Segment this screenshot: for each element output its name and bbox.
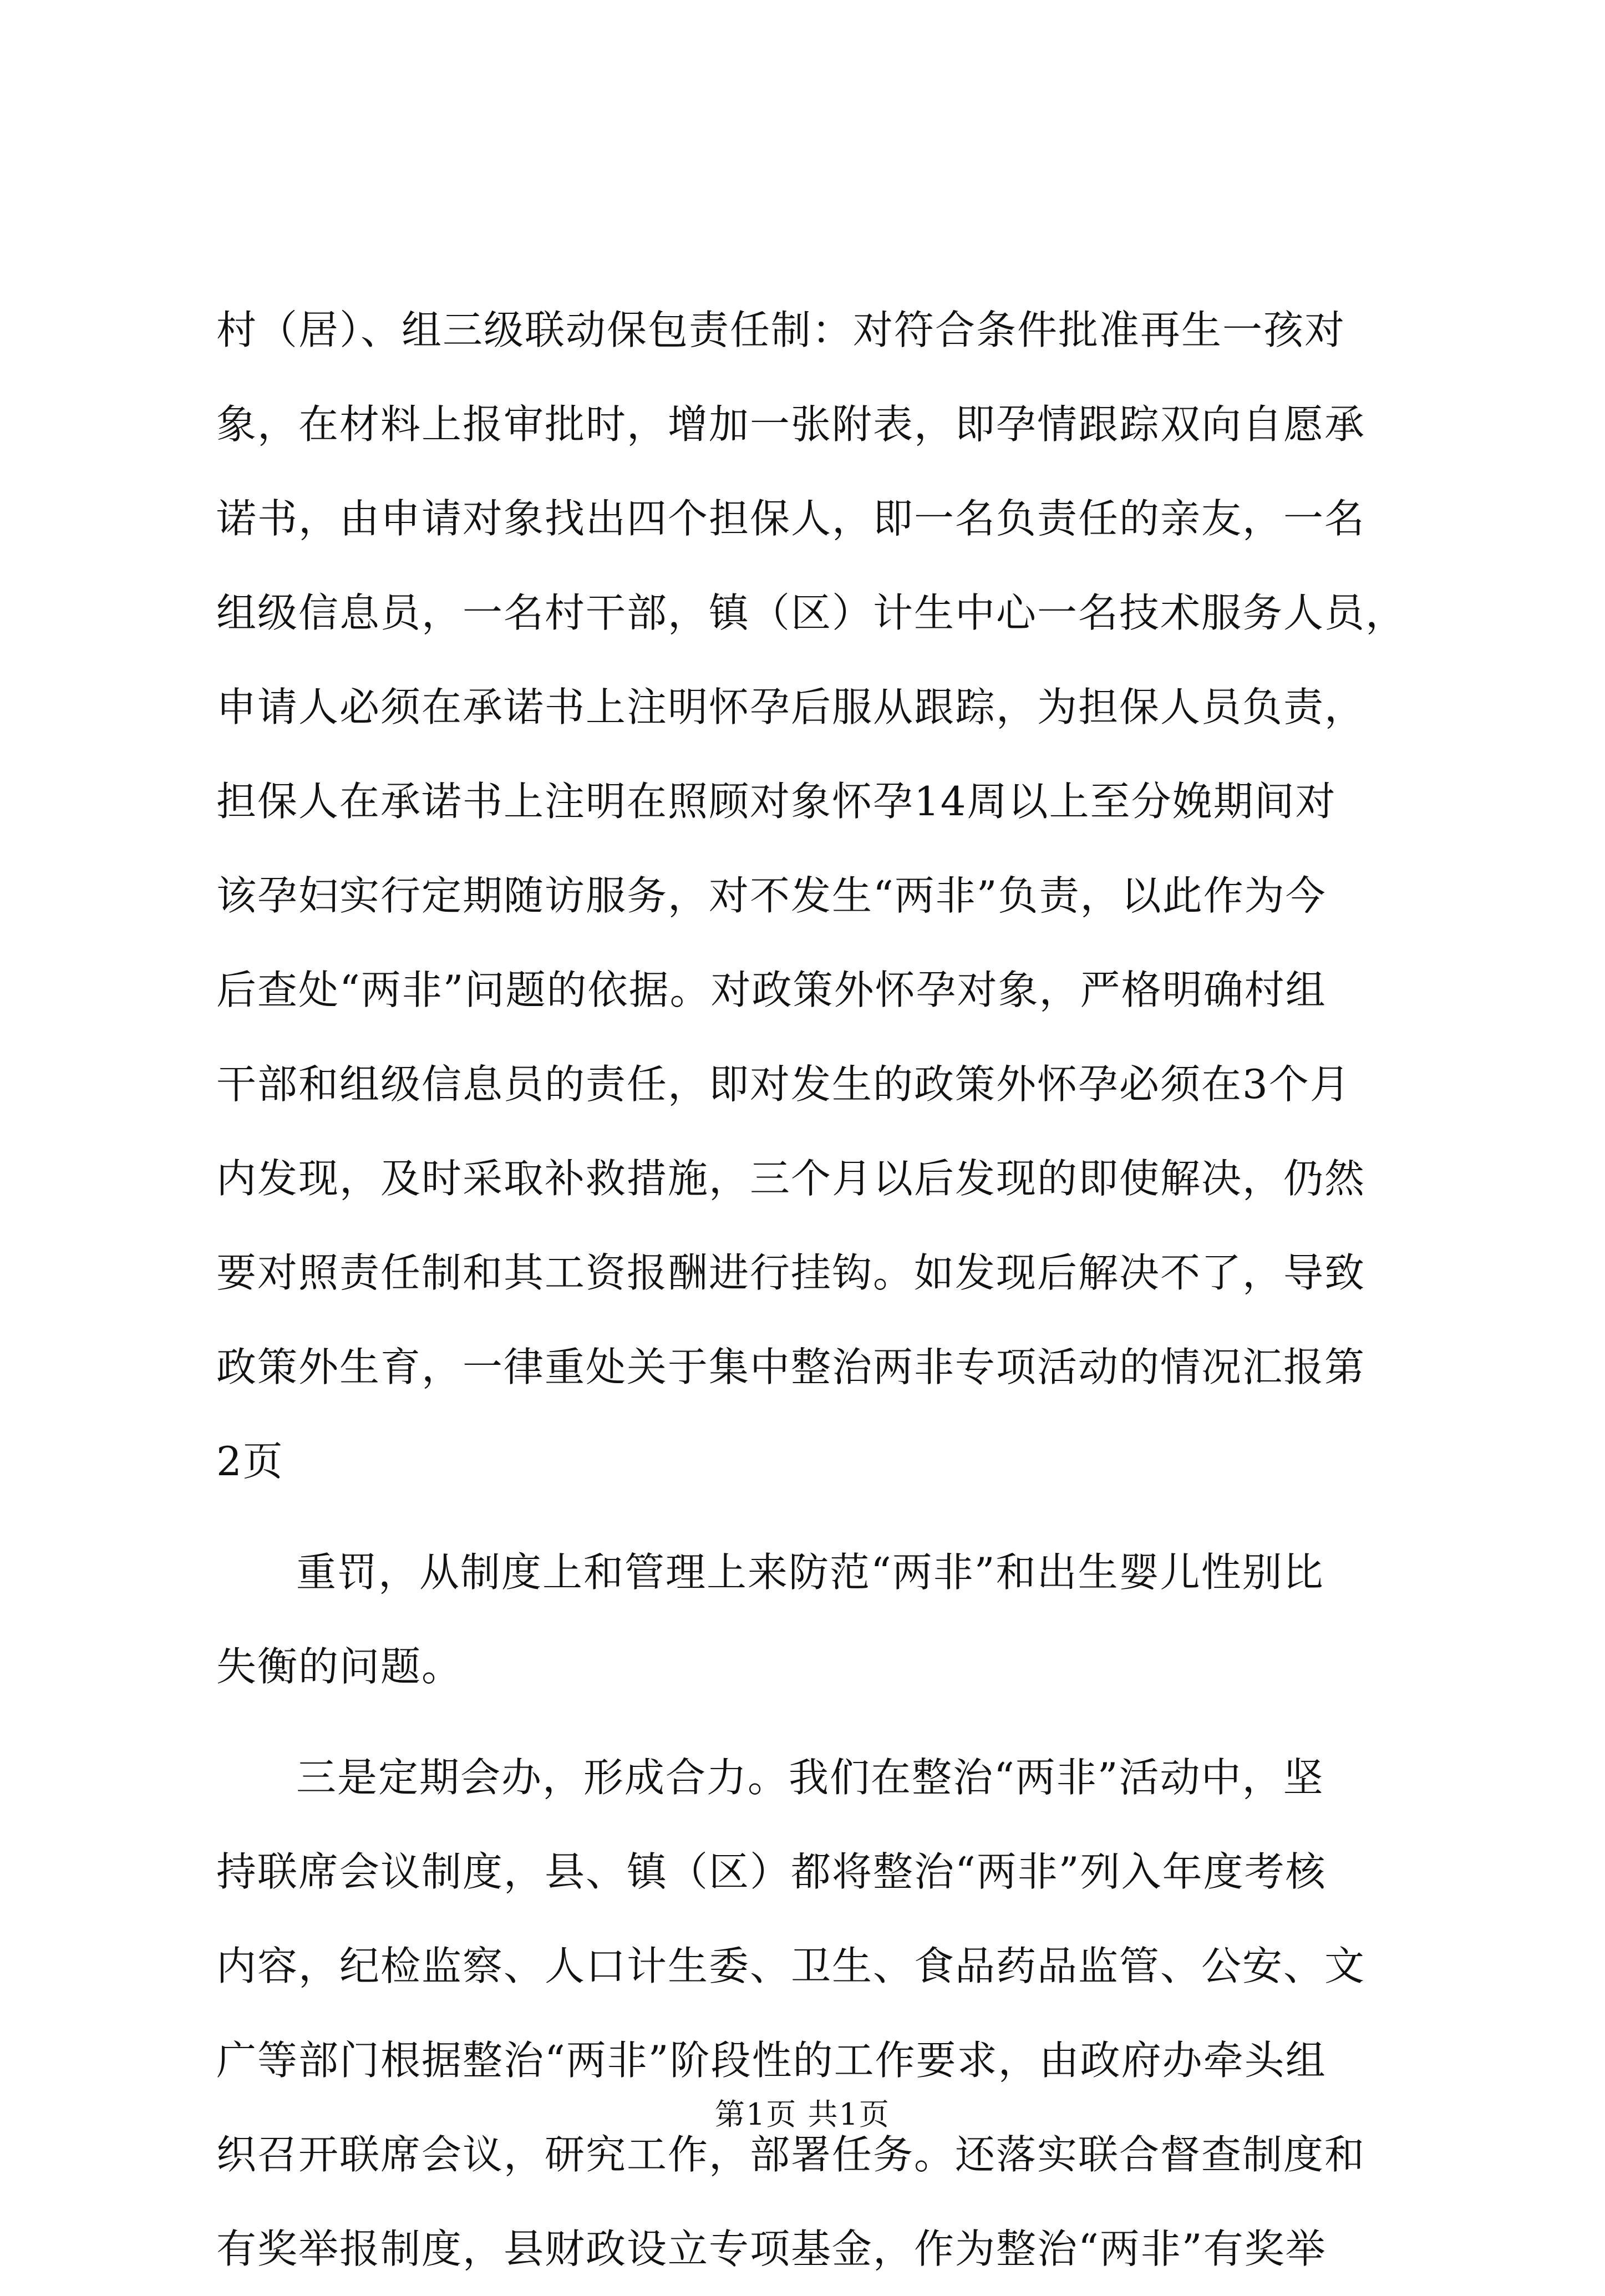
text-line: 内容，纪检监察、人口计生委、卫生、食品药品监管、公安、文: [216, 1943, 1366, 1989]
text-line: 政策外生育，一律重处关于集中整治两非专项活动的情况汇报第: [216, 1344, 1366, 1390]
text-line: 该孕妇实行定期随访服务，对不发生“两非”负责，以此作为今: [216, 872, 1327, 919]
document-body: [216, 283, 1409, 2296]
paragraph-2: [216, 1525, 1409, 1714]
page-footer: [0, 2091, 1605, 2134]
paragraph-gap: [216, 1508, 1409, 1525]
text-line: 后查处“两非”问题的依据。对政策外怀孕对象，严格明确村组: [216, 967, 1327, 1013]
text-line: 重罚，从制度上和管理上来防范“两非”和出生婴儿性别比: [296, 1549, 1324, 1596]
page-number-label: 第1页 共1页: [715, 2097, 890, 2132]
paragraph-3: [216, 1730, 1409, 2296]
text-line: 象，在材料上报审批时，增加一张附表，即孕情跟踪双向自愿承: [216, 401, 1366, 448]
paragraph-1: [216, 283, 1409, 1508]
text-line: 担保人在承诺书上注明在照顾对象怀孕14周以上至分娩期间对: [216, 778, 1337, 825]
text-line: 村（居）、组三级联动保包责任制：对符合条件批准再生一孩对: [216, 307, 1346, 353]
text-line: 申请人必须在承诺书上注明怀孕后服从跟踪，为担保人员负责，: [216, 684, 1366, 730]
text-line: 诺书，由申请对象找出四个担保人，即一名负责任的亲友，一名: [216, 495, 1366, 542]
text-line: 2页: [216, 1438, 284, 1485]
text-line: 持联席会议制度，县、镇（区）都将整治“两非”列入年度考核: [216, 1848, 1327, 1895]
text-line: 织召开联席会议，研究工作，部署任务。还落实联合督查制度和: [216, 2131, 1366, 2178]
text-line: 组级信息员，一名村干部，镇（区）计生中心一名技术服务人员，: [216, 590, 1407, 636]
text-line: 三是定期会办，形成合力。我们在整治“两非”活动中，坚: [296, 1754, 1324, 1801]
text-line: 干部和组级信息员的责任，即对发生的政策外怀孕必须在3个月: [216, 1061, 1351, 1108]
text-line: 失衡的问题。: [216, 1643, 463, 1690]
text-line: 有奖举报制度，县财政设立专项基金，作为整治“两非”有奖举: [216, 2226, 1327, 2272]
text-line: 内发现，及时采取补救措施，三个月以后发现的即使解决，仍然: [216, 1155, 1366, 1202]
text-line: 广等部门根据整治“两非”阶段性的工作要求，由政府办牵头组: [216, 2037, 1327, 2084]
paragraph-gap: [216, 1714, 1409, 1730]
text-line: 要对照责任制和其工资报酬进行挂钩。如发现后解决不了，导致: [216, 1249, 1366, 1296]
